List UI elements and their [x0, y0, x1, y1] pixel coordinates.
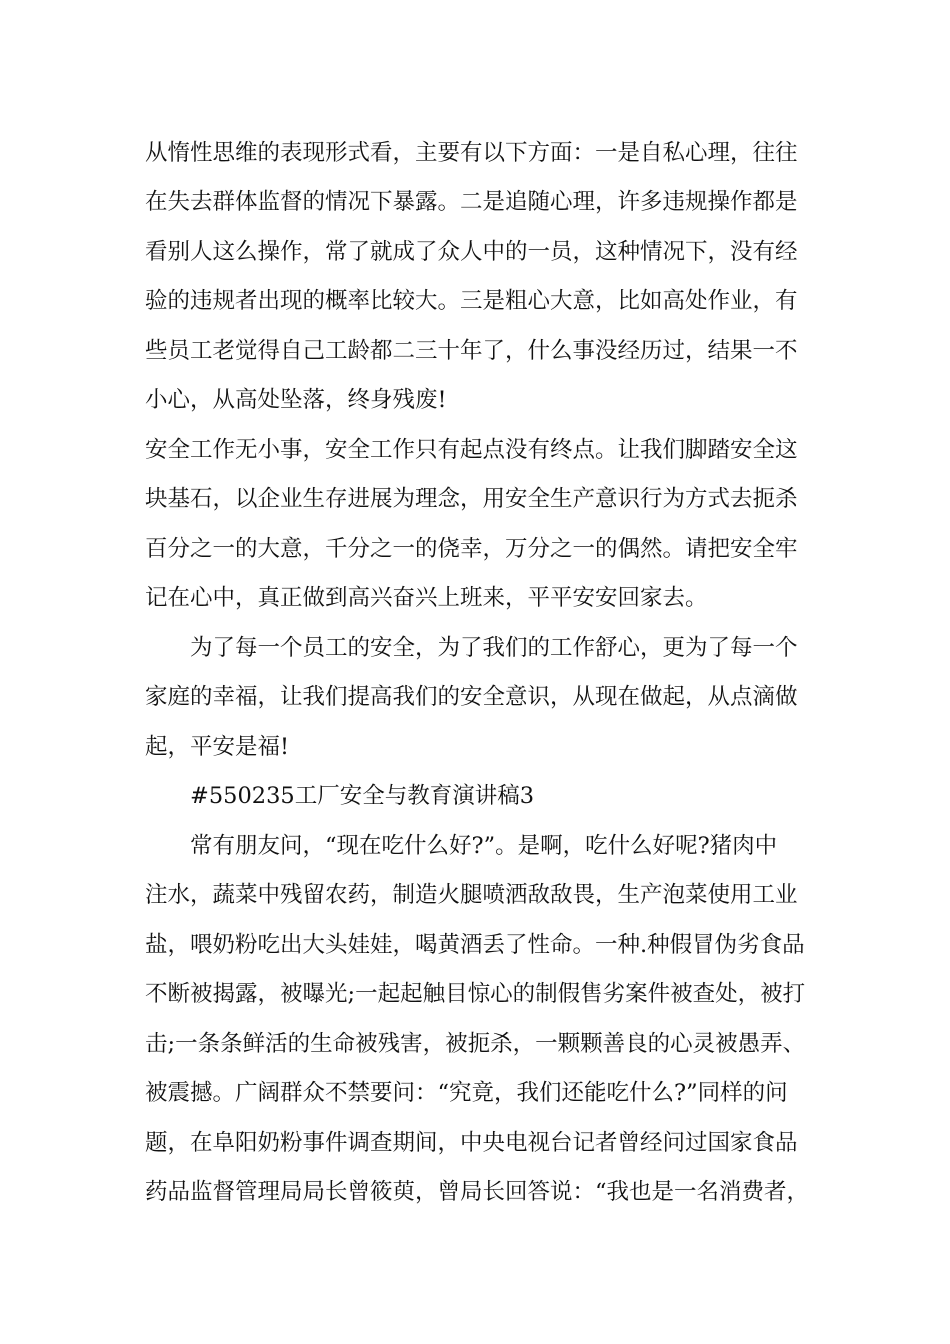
text-line: 记在心中，真正做到高兴奋兴上班来，平平安安回家去。 [145, 585, 708, 611]
text-line: 验的违规者出现的概率比较大。三是粗心大意，比如高处作业，有 [145, 288, 798, 314]
text-line: 百分之一的大意，千分之一的侥幸，万分之一的偶然。请把安全牢 [145, 536, 798, 562]
text-line: 块基石，以企业生存进展为理念，用安全生产意识行为方式去扼杀 [145, 486, 798, 512]
text-line: 家庭的幸福，让我们提高我们的安全意识，从现在做起，从点滴做 [145, 684, 798, 710]
text-line: 在失去群体监督的情况下暴露。二是追随心理，许多违规操作都是 [145, 189, 798, 215]
text-line: 常有朋友问，“现在吃什么好?”。是啊，吃什么好呢?猪肉中 [190, 833, 778, 859]
text-line: 击;一条条鲜活的生命被残害，被扼杀，一颗颗善良的心灵被愚弄、 [145, 1031, 806, 1057]
section-heading: #550235工厂安全与教育演讲稿3 [190, 783, 535, 809]
text-line: 药品监督管理局局长曾筱萸，曾局长回答说：“我也是一名消费者， [145, 1179, 810, 1205]
text-line: 盐，喂奶粉吃出大头娃娃，喝黄酒丢了性命。一种.种假冒伪劣食品 [145, 932, 805, 958]
text-line: 从惰性思维的表现形式看，主要有以下方面：一是自私心理，往往 [145, 140, 798, 166]
text-line: 看别人这么操作，常了就成了众人中的一员，这种情况下，没有经 [145, 239, 798, 265]
text-line: 些员工老觉得自己工龄都二三十年了，什么事没经历过，结果一不 [145, 338, 798, 364]
text-line: 安全工作无小事，安全工作只有起点没有终点。让我们脚踏安全这 [145, 437, 798, 463]
text-line: 被震撼。广阔群众不禁要问：“究竟，我们还能吃什么?”同样的问 [145, 1080, 788, 1106]
text-line: 注水，蔬菜中残留农药，制造火腿喷洒敌敌畏，生产泡菜使用工业 [145, 882, 798, 908]
text-line: 为了每一个员工的安全，为了我们的工作舒心，更为了每一个 [190, 635, 798, 661]
text-line: 起，平安是福! [145, 734, 290, 760]
text-line: 小心，从高处坠落，终身残废! [145, 387, 447, 413]
text-line: 题，在阜阳奶粉事件调查期间，中央电视台记者曾经问过国家食品 [145, 1130, 798, 1156]
text-line: 不断被揭露，被曝光;一起起触目惊心的制假售劣案件被查处，被打 [145, 981, 806, 1007]
